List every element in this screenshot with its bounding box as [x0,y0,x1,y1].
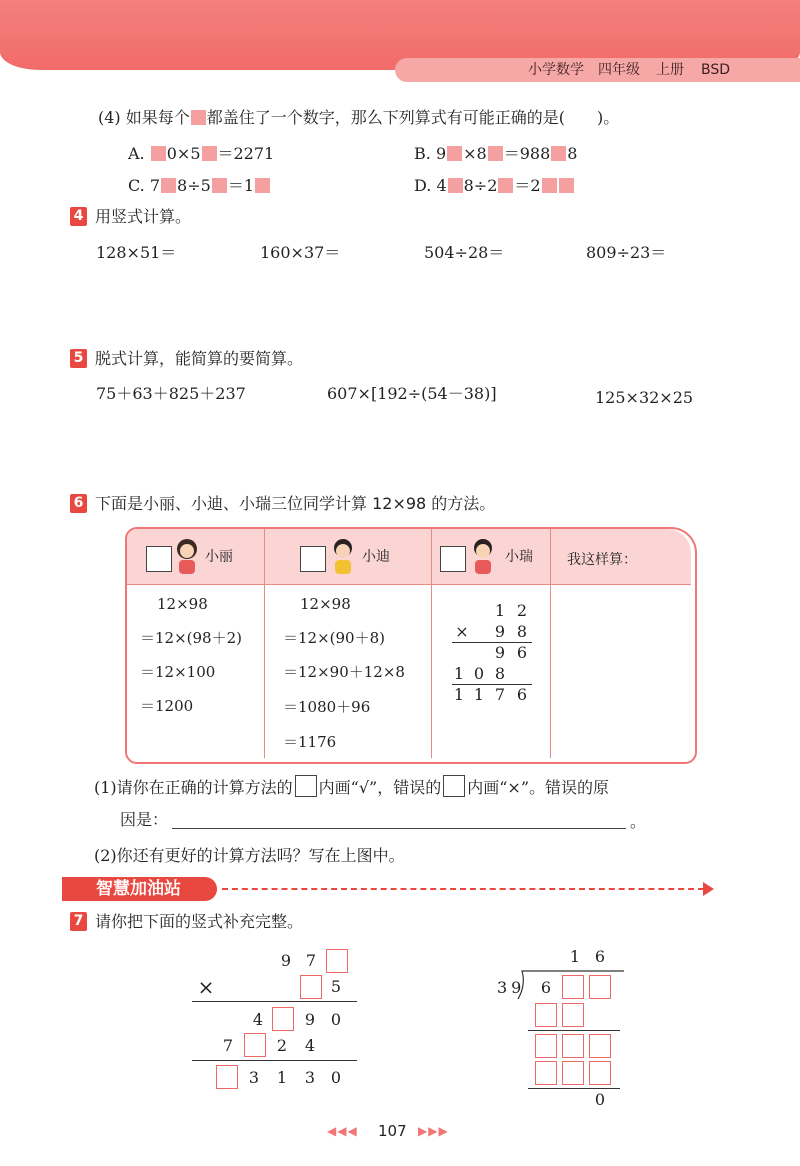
blank-box[interactable] [535,1061,557,1085]
mult-digit: 7 [305,951,317,970]
mult-digit: 4 [252,1010,264,1029]
question-number-4: 4 [70,207,87,226]
xiaodi-step-5: ＝1176 [283,733,337,751]
blank-box[interactable] [300,975,322,999]
check-box-xiaoli[interactable] [146,546,172,572]
option-d[interactable] [414,176,575,196]
cover-square-icon [488,146,503,161]
mult-digit: 2 [276,1036,288,1055]
banner-dash-line [222,888,704,890]
quotient-digit: 6 [594,947,606,966]
option-b-part3: 8 [567,144,578,163]
next-arrows-icon: ▶▶▶ [418,1124,449,1138]
cover-square-icon [448,178,463,193]
table-divider [550,529,551,758]
q4-item-3: 504÷28＝ [424,243,505,262]
mult-digit: 0 [330,1068,342,1087]
blank-box[interactable] [244,1033,266,1057]
header-xiaorui: 小瑞 [505,549,533,565]
division-rule [528,1088,620,1089]
boy-avatar-icon [328,536,358,576]
boy-avatar-icon [468,536,498,576]
xiaorui-digit: 7 [494,685,506,704]
xiaorui-times: × [455,622,469,641]
mult-rule [192,1001,357,1002]
header-subject: 小学数学 [528,62,584,78]
check-box-xiaodi[interactable] [300,546,326,572]
option-a-part2: ＝2271 [217,144,275,163]
q6-sub1-text-b: 内画“√”，错误的 [318,778,442,797]
blank-box[interactable] [272,1007,294,1031]
q3-4-stem-b: 都盖住了一个数字，那么下列算式有可能正确的是( )。 [206,108,620,127]
blank-box[interactable] [535,1034,557,1058]
option-c-part1: 8÷5 [177,176,211,195]
mult-digit: 5 [330,977,342,996]
option-a-label: A. [128,144,145,163]
mult-digit: 0 [330,1010,342,1029]
cover-square-icon [161,178,176,193]
xiaorui-digit: 6 [516,643,528,662]
question-number-7: 7 [70,912,87,931]
mult-times-sign: × [197,975,215,999]
cross-mark-box-icon [443,775,465,797]
option-d-part0: 4 [436,176,447,195]
xiaorui-digit: 2 [516,601,528,620]
q3-4-stem [98,108,619,128]
option-b-part2: ＝988 [503,144,551,163]
xiaoli-step-1: 12×98 [157,595,208,613]
option-d-part2: ＝2 [514,176,541,195]
xiaoli-step-3: ＝12×100 [140,663,216,681]
cover-square-icon [255,178,270,193]
q7-title: 请你把下面的竖式补充完整。 [95,912,304,931]
cover-square-icon [551,146,566,161]
question-number-6: 6 [70,494,87,513]
xiaodi-step-3: ＝12×90＋12×8 [283,663,405,681]
option-d-label: D. [414,176,432,195]
division-rule [528,1030,620,1031]
q4-item-2: 160×37＝ [260,243,341,262]
q6-sub1-text-a: (1)请你在正确的计算方法的 [94,778,293,797]
q6-sub1-end: 。 [630,812,647,831]
cover-square-icon [498,178,513,193]
xiaorui-digit: 9 [494,643,506,662]
mult-digit: 9 [280,951,292,970]
option-b-part1: ×8 [463,144,487,163]
mult-digit: 9 [304,1010,316,1029]
mult-digit: 1 [276,1068,288,1087]
xiaorui-digit: 0 [473,664,485,683]
remainder-digit: 0 [594,1090,606,1109]
option-b[interactable] [414,144,577,164]
xiaodi-step-1: 12×98 [300,595,351,613]
dividend-digit: 6 [540,978,552,997]
blank-box[interactable] [562,1003,584,1027]
header-grade: 四年级 [598,62,640,78]
option-c-label: C. [128,176,145,195]
q5-item-2: 607×[192÷(54－38)] [327,384,497,403]
header-my-method: 我这样算： [567,552,637,568]
option-b-part0: 9 [435,144,447,163]
xiaodi-step-2: ＝12×(90＋8) [283,629,385,647]
divisor: 39 [497,978,526,997]
q4-item-1: 128×51＝ [96,243,177,262]
header-volume: 上册 [656,62,684,78]
prev-arrows-icon: ◀◀◀ [327,1124,358,1138]
cover-square-icon [542,178,557,193]
q4-title: 用竖式计算。 [95,207,192,226]
xiaoli-step-2: ＝12×(98＋2) [140,629,242,647]
q6-title: 下面是小丽、小迪、小瑞三位同学计算 12×98 的方法。 [95,494,496,513]
mult-digit: 4 [304,1036,316,1055]
cover-square-icon [151,146,166,161]
q4-item-4: 809÷23＝ [586,243,667,262]
mult-rule [192,1060,357,1061]
option-a[interactable] [128,144,274,164]
header-xiaoli: 小丽 [205,549,233,565]
cover-square-icon [447,146,462,161]
banner-title: 智慧加油站 [96,879,181,899]
blank-box[interactable] [216,1065,238,1089]
option-c-part0: 7 [149,176,161,195]
page-number: 107 [378,1122,407,1140]
check-box-xiaorui[interactable] [440,546,466,572]
option-b-label: B. [414,144,431,163]
cover-square-icon [191,110,206,125]
xiaorui-digit: 1 [494,601,506,620]
reason-answer-line[interactable] [172,828,626,829]
blank-box[interactable] [589,1034,611,1058]
girl-avatar-icon [172,536,202,576]
option-d-part1: 8÷2 [463,176,498,195]
cover-square-icon [212,178,227,193]
xiaorui-digit: 1 [473,685,485,704]
q6-sub1-reason-label: 因是： [120,810,169,829]
q6-sub1-text-c: 内画“×”。错误的原 [467,778,610,797]
q5-item-3: 125×32×25 [595,388,694,407]
xiaodi-step-4: ＝1080＋96 [283,698,371,716]
question-number-5: 5 [70,349,87,368]
xiaorui-digit: 6 [516,685,528,704]
header-xiaodi: 小迪 [362,549,390,565]
q6-sub1 [94,775,609,798]
q5-title: 脱式计算，能简算的要简算。 [95,349,304,368]
table-header-divider [127,584,691,585]
option-c-part2: ＝1 [227,176,254,195]
mult-digit: 3 [304,1068,316,1087]
xiaorui-digit: 1 [453,664,465,683]
q5-item-1: 75＋63＋825＋237 [96,384,246,403]
q3-4-stem-a: (4) 如果每个 [98,108,190,127]
xiaorui-digit: 9 [494,622,506,641]
header-edition: BSD [701,62,731,78]
option-c[interactable] [128,176,271,196]
check-mark-box-icon [295,775,317,797]
blank-box[interactable] [562,1061,584,1085]
xiaorui-digit: 1 [453,685,465,704]
mult-digit: 7 [222,1036,234,1055]
blank-box[interactable] [535,1003,557,1027]
blank-box[interactable] [562,1034,584,1058]
blank-box[interactable] [589,1061,611,1085]
xiaorui-digit: 8 [516,622,528,641]
blank-box[interactable] [326,949,348,973]
quotient-digit: 1 [569,947,581,966]
xiaorui-digit: 8 [494,664,506,683]
cover-square-icon [559,178,574,193]
section-banner [62,877,217,901]
table-divider [264,529,265,758]
blank-box[interactable] [589,975,611,999]
mult-digit: 3 [248,1068,260,1087]
q6-sub2: (2)你还有更好的计算方法吗？写在上图中。 [94,846,405,865]
table-divider [431,529,432,758]
option-a-part1: 0×5 [166,144,201,163]
xiaoli-step-4: ＝1200 [140,697,194,715]
cover-square-icon [202,146,217,161]
arrow-right-icon [703,882,714,896]
blank-box[interactable] [562,975,584,999]
